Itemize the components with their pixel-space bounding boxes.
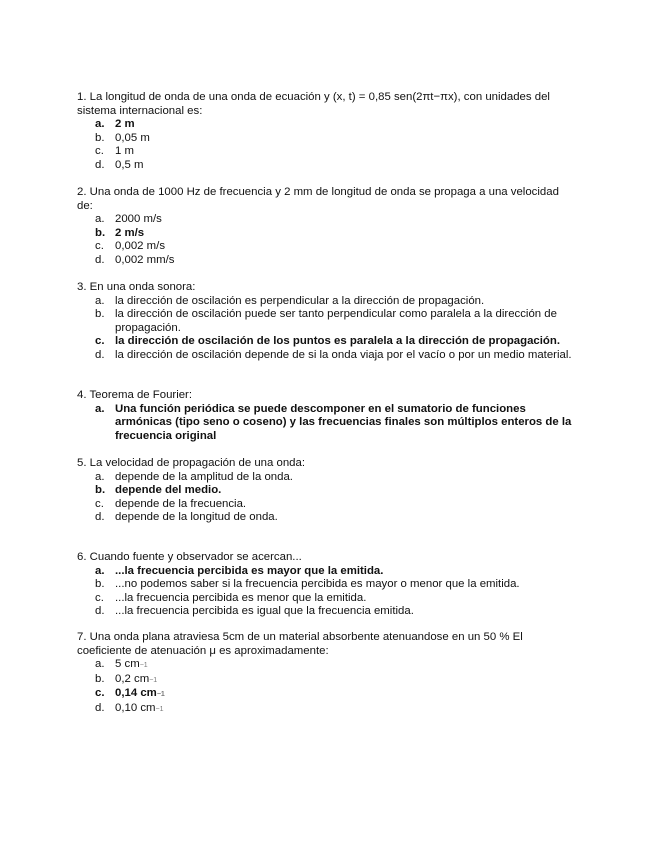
- question-stem: 5. La velocidad de propagación de una onda:: [77, 457, 305, 469]
- option-a: a. 2000 m/s: [95, 213, 162, 226]
- option-c: c. ...la frecuencia percibida es menor que la emitida.: [95, 591, 367, 604]
- option-a: a. la dirección de oscilación es perpendicular a la dirección de propagación.: [95, 294, 485, 307]
- option-c: c. 0,14 cm−1: [95, 687, 165, 700]
- question-stem: 6. Cuando fuente y observador se acercan...: [77, 551, 302, 563]
- option-a: a. 2 m: [95, 118, 135, 131]
- options-list: [77, 118, 577, 172]
- options-list: [77, 403, 577, 444]
- option-b: b. 2 m/s: [95, 226, 145, 239]
- option-d: d. 0,10 cm−1: [95, 701, 164, 714]
- option-a: a. 5 cm−1: [95, 658, 148, 671]
- exponent: −1: [139, 662, 148, 670]
- option-b: b. 0,2 cm−1: [95, 672, 158, 685]
- question-5: [77, 457, 577, 525]
- question-stem: 2. Una onda de 1000 Hz de frecuencia y 2 mm de longitud de onda se propaga a una velocidad de:: [77, 186, 559, 212]
- option-c: c. 1 m: [95, 145, 134, 158]
- option-d: d. 0,002 mm/s: [95, 253, 175, 266]
- options-list: [77, 295, 577, 363]
- question-stem: 4. Teorema de Fourier:: [77, 389, 193, 401]
- option-c: c. depende de la frecuencia.: [95, 497, 247, 510]
- exponent: −1: [149, 676, 158, 684]
- option-d: d. depende de la longitud de onda.: [95, 511, 278, 524]
- question-6: [77, 551, 577, 619]
- option-b: b. depende del medio.: [95, 484, 222, 497]
- options-list: [77, 213, 577, 267]
- question-stem: 1. La longitud de onda de una onda de ecuación y (x, t) = 0,85 sen(2πt−πx), con unidades del sistema internacional es:: [77, 91, 550, 117]
- exponent: −1: [155, 705, 164, 713]
- question-2: [77, 186, 577, 268]
- question-4: [77, 389, 577, 443]
- option-c: c. la dirección de oscilación de los puntos es paralela a la dirección de propagación.: [95, 335, 561, 348]
- question-1: [77, 91, 577, 173]
- options-list: [77, 658, 577, 716]
- options-list: [77, 471, 577, 525]
- option-d: d. ...la frecuencia percibida es igual que la frecuencia emitida.: [95, 605, 414, 618]
- option-a: a. ...la frecuencia percibida es mayor que la emitida.: [95, 564, 384, 577]
- question-7: [77, 631, 577, 717]
- option-b: b. 0,05 m: [95, 131, 150, 144]
- option-a: a. depende de la amplitud de la onda.: [95, 470, 293, 483]
- option-a: a. Una función periódica se puede descomponer en el sumatorio de funciones armónicas (tipo seno o coseno) y las frecuencias finales son múltiplos enteros de la frecuencia original: [95, 402, 572, 442]
- option-c: c. 0,002 m/s: [95, 240, 166, 253]
- option-d: d. la dirección de oscilación depende de si la onda viaja por el vacío o por un medio material.: [95, 348, 572, 361]
- option-b: b. ...no podemos saber si la frecuencia percibida es mayor o menor que la emitida.: [95, 578, 520, 591]
- options-list: [77, 565, 577, 619]
- question-stem: 3. En una onda sonora:: [77, 281, 196, 293]
- exponent: −1: [156, 691, 165, 699]
- question-stem: 7. Una onda plana atraviesa 5cm de un material absorbente atenuandose en un 50 % El coeficiente de atenuación μ es aproximadamente:: [77, 631, 523, 657]
- option-d: d. 0,5 m: [95, 158, 144, 171]
- question-3: [77, 281, 577, 363]
- option-b: b. la dirección de oscilación puede ser tanto perpendicular como paralela a la dirección de propagación.: [95, 308, 557, 334]
